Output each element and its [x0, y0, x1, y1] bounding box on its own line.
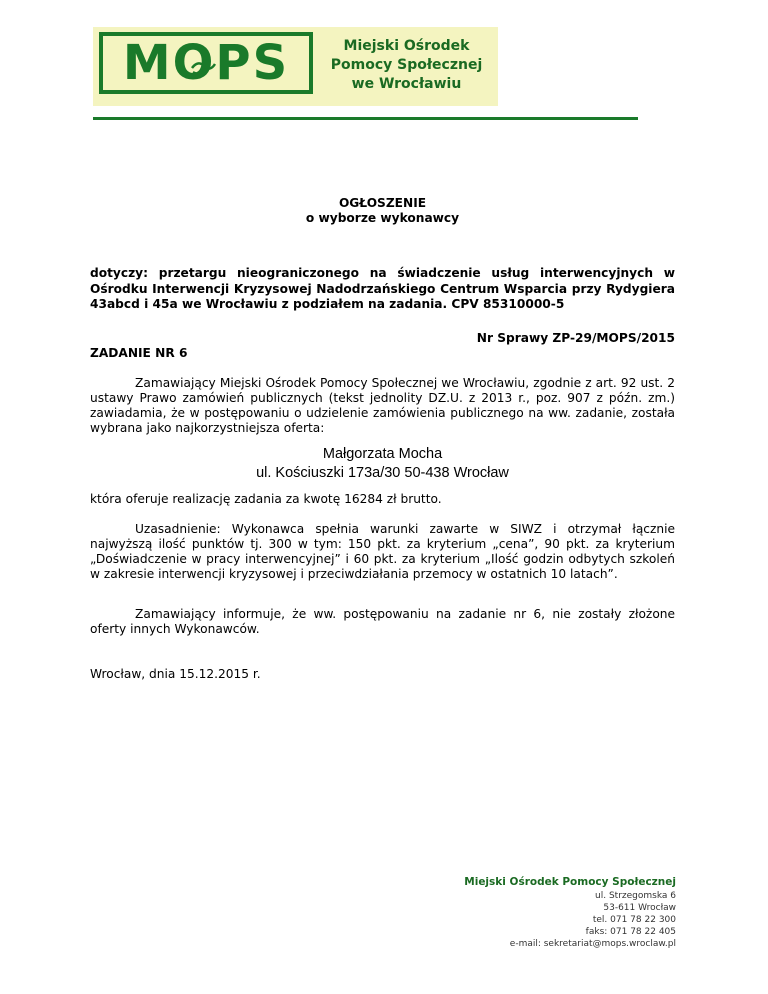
announcement-subtitle: o wyborze wykonawcy — [305, 211, 460, 225]
logo-caption — [319, 37, 494, 94]
footer-street: ul. Strzegomska 6 — [595, 891, 676, 901]
footer-phone: tel. 071 78 22 300 — [592, 915, 676, 925]
case-number: Nr Sprawy ZP-29/MOPS/2015 — [476, 331, 675, 345]
winner-address: ul. Kościuszki 173a/30 50-438 Wrocław — [256, 465, 509, 481]
task-number: ZADANIE NR 6 — [90, 346, 188, 360]
header-divider — [93, 117, 638, 120]
subject-text: dotyczy: przetargu nieograniczonego na świadczenie usług interwencyjnych w Ośrodku Interwencji Kryzysowej Nadodrzańskiego Centrum Wsparcia przy Rydygiera 43abcd i 45a we Wrocławiu z podziałem na zadania. CPV 85310000-5 — [90, 266, 675, 311]
footer-city: 53-611 Wrocław — [603, 903, 676, 913]
announcement-title: OGŁOSZENIE — [338, 196, 427, 210]
logo-frame — [99, 32, 313, 94]
logo-caption-line3: we Wrocławiu — [351, 76, 462, 92]
paragraph-justification: Uzasadnienie: Wykonawca spełnia warunki zawarte w SIWZ i otrzymał łącznie najwyższą ilość punktów tj. 300 w tym: 150 pkt. za kryterium „cena”, 90 pkt. za kryterium „Doświadczenie w pracy interwencyjnej” i 60 pkt. za kryterium „Ilość godzin odbytych szkoleń w zakresie interwencji kryzysowej i przeciwdziałania przemocy w ostatnich 10 latach”. — [90, 522, 675, 581]
footer-address — [464, 874, 676, 950]
offer-text: która oferuje realizację zadania za kwotę 16284 zł brutto. — [90, 492, 442, 506]
announcement-heading — [90, 196, 675, 226]
paragraph-other-offers: Zamawiający informuje, że ww. postępowaniu na zadanie nr 6, nie zostały złożone oferty innych Wykonawców. — [90, 607, 675, 636]
winner-block — [90, 445, 675, 483]
footer-org: Miejski Ośrodek Pomocy Społecznej — [464, 876, 676, 888]
paragraph-award: Zamawiający Miejski Ośrodek Pomocy Społecznej we Wrocławiu, zgodnie z art. 92 ust. 2 ustawy Prawo zamówień publicznych (tekst jednolity DZ.U. z 2013 r., poz. 907 z późn. zm.) zawiadamia, że w postępowaniu o udzielenie zamówienia publicznego na ww. zadanie, została wybrana jako najkorzystniejsza oferta: — [90, 376, 675, 435]
footer-email[interactable]: e-mail: sekretariat@mops.wroclaw.pl — [509, 939, 676, 949]
date-line: Wrocław, dnia 15.12.2015 r. — [90, 667, 261, 681]
winner-name: Małgorzata Mocha — [322, 446, 443, 462]
logo-caption-line2: Pomocy Społecznej — [330, 57, 483, 73]
footer-fax: faks: 071 78 22 405 — [585, 927, 676, 937]
logo-wordmark: MOPS — [122, 35, 290, 91]
logo-caption-line1: Miejski Ośrodek — [343, 38, 470, 54]
hands-icon — [188, 50, 218, 80]
mops-logo — [93, 27, 498, 106]
